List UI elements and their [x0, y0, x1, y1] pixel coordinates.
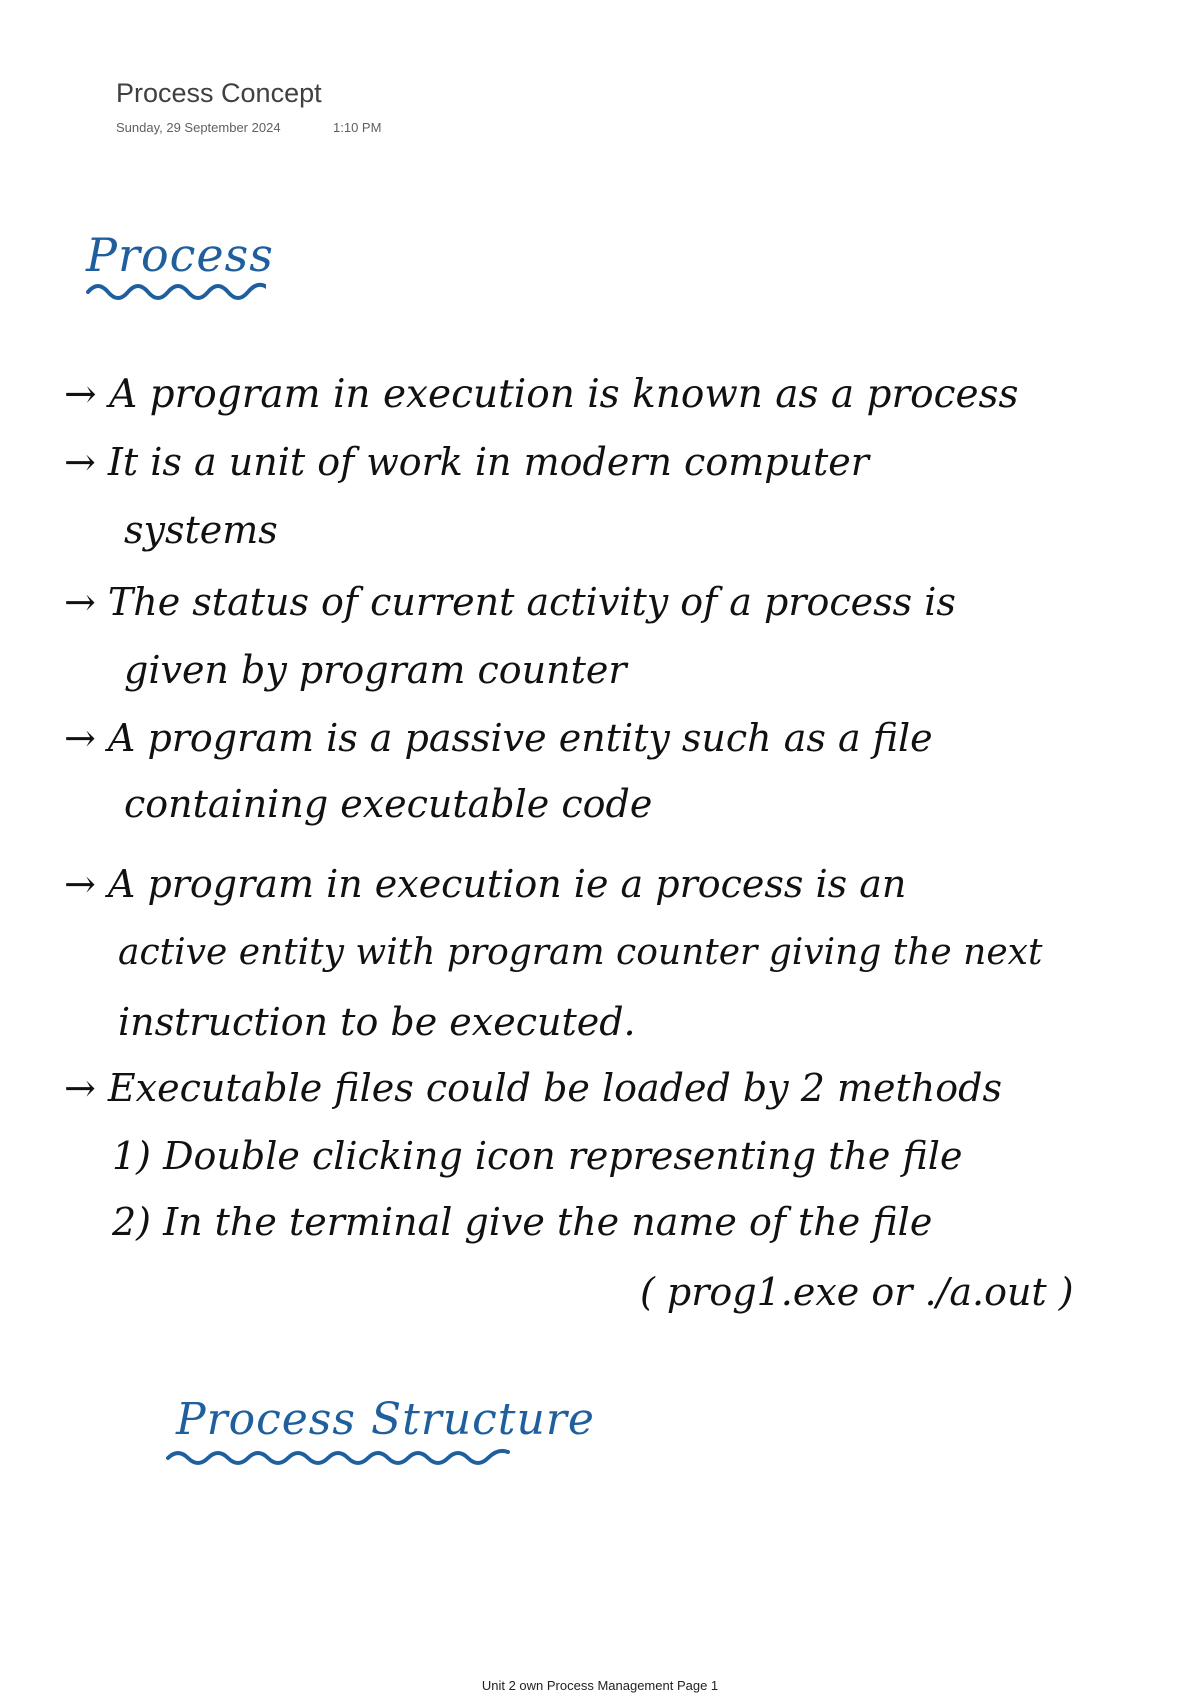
page-footer: Unit 2 own Process Management Page 1 [481, 1678, 719, 1693]
note-line-7: containing executable code [124, 782, 653, 826]
section-heading-process-structure-text: Process Structure [176, 1394, 595, 1445]
section-heading-process [86, 228, 274, 282]
note-line-2: → It is a unit of work in modern computer [64, 440, 869, 484]
wavy-underline [86, 280, 266, 302]
page-title: Process Concept [116, 78, 322, 108]
wavy-underline [166, 1448, 546, 1470]
page-date: Sunday, 29 September 2024 [116, 120, 281, 135]
note-line-6: → A program is a passive entity such as a file [64, 716, 933, 760]
note-line-12: 1) Double clicking icon representing the file [112, 1134, 963, 1178]
note-line-11: → Executable files could be loaded by 2 methods [64, 1066, 1002, 1110]
note-line-8: → A program in execution ie a process is an [64, 862, 907, 906]
note-line-10: instruction to be executed. [118, 1000, 636, 1044]
note-line-14: ( prog1.exe or ./a.out ) [640, 1270, 1074, 1314]
note-line-4: → The status of current activity of a process is [64, 580, 956, 624]
note-line-13: 2) In the terminal give the name of the file [112, 1200, 933, 1244]
note-line-1: → A program in execution is known as a process [64, 372, 1019, 417]
page-time: 1:10 PM [333, 120, 382, 135]
note-line-3: systems [124, 508, 278, 552]
note-line-9: active entity with program counter giving the next [118, 932, 1043, 973]
section-heading-process-text: Process [86, 228, 274, 282]
section-heading-process-structure [176, 1394, 595, 1445]
note-line-5: given by program counter [124, 648, 627, 692]
